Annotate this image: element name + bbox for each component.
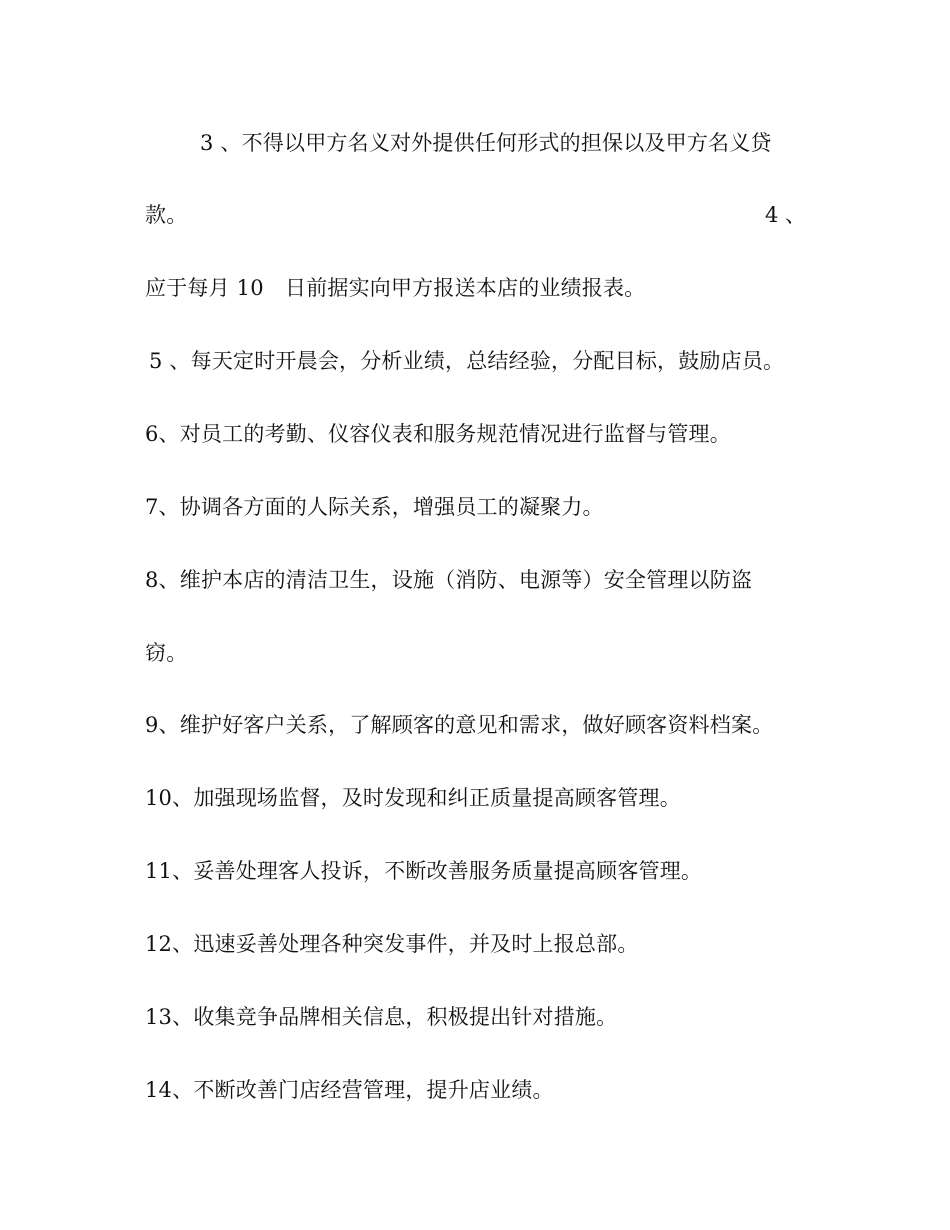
paragraph-line-3: 3 、不得以甲方名义对外提供任何形式的担保以及甲方名义贷 xyxy=(200,131,772,155)
paragraph-line-6: 6、对员工的考勤、仪容仪表和服务规范情况进行监督与管理。 xyxy=(145,422,731,446)
paragraph-line-14: 14、不断改善门店经营管理，提升店业绩。 xyxy=(145,1078,554,1102)
paragraph-line-10: 10、加强现场监督，及时发现和纠正质量提高顾客管理。 xyxy=(145,786,681,810)
paragraph-line-9: 9、维护好客户关系，了解顾客的意见和需求，做好顾客资料档案。 xyxy=(145,713,774,737)
paragraph-line-13: 13、收集竞争品牌相关信息，积极提出针对措施。 xyxy=(145,1005,618,1029)
paragraph-line-4: 应于每月 10 日前据实向甲方报送本店的业绩报表。 xyxy=(145,276,646,300)
paragraph-line-8: 8、维护本店的清洁卫生，设施（消防、电源等）安全管理以防盗 xyxy=(145,568,753,592)
paragraph-line-5: 5 、每天定时开晨会，分析业绩，总结经验，分配目标，鼓励店员。 xyxy=(149,349,785,373)
paragraph-line-8-continued: 窃。 xyxy=(145,641,188,665)
paragraph-line-11: 11、妥善处理客人投诉，不断改善服务质量提高顾客管理。 xyxy=(145,859,703,883)
paragraph-line-12: 12、迅速妥善处理各种突发事件，并及时上报总部。 xyxy=(145,932,639,956)
paragraph-line-7: 7、协调各方面的人际关系，增强员工的凝聚力。 xyxy=(145,495,604,519)
paragraph-number-4: 4 、 xyxy=(765,203,807,227)
paragraph-line-3-continued: 款。 xyxy=(145,203,188,227)
